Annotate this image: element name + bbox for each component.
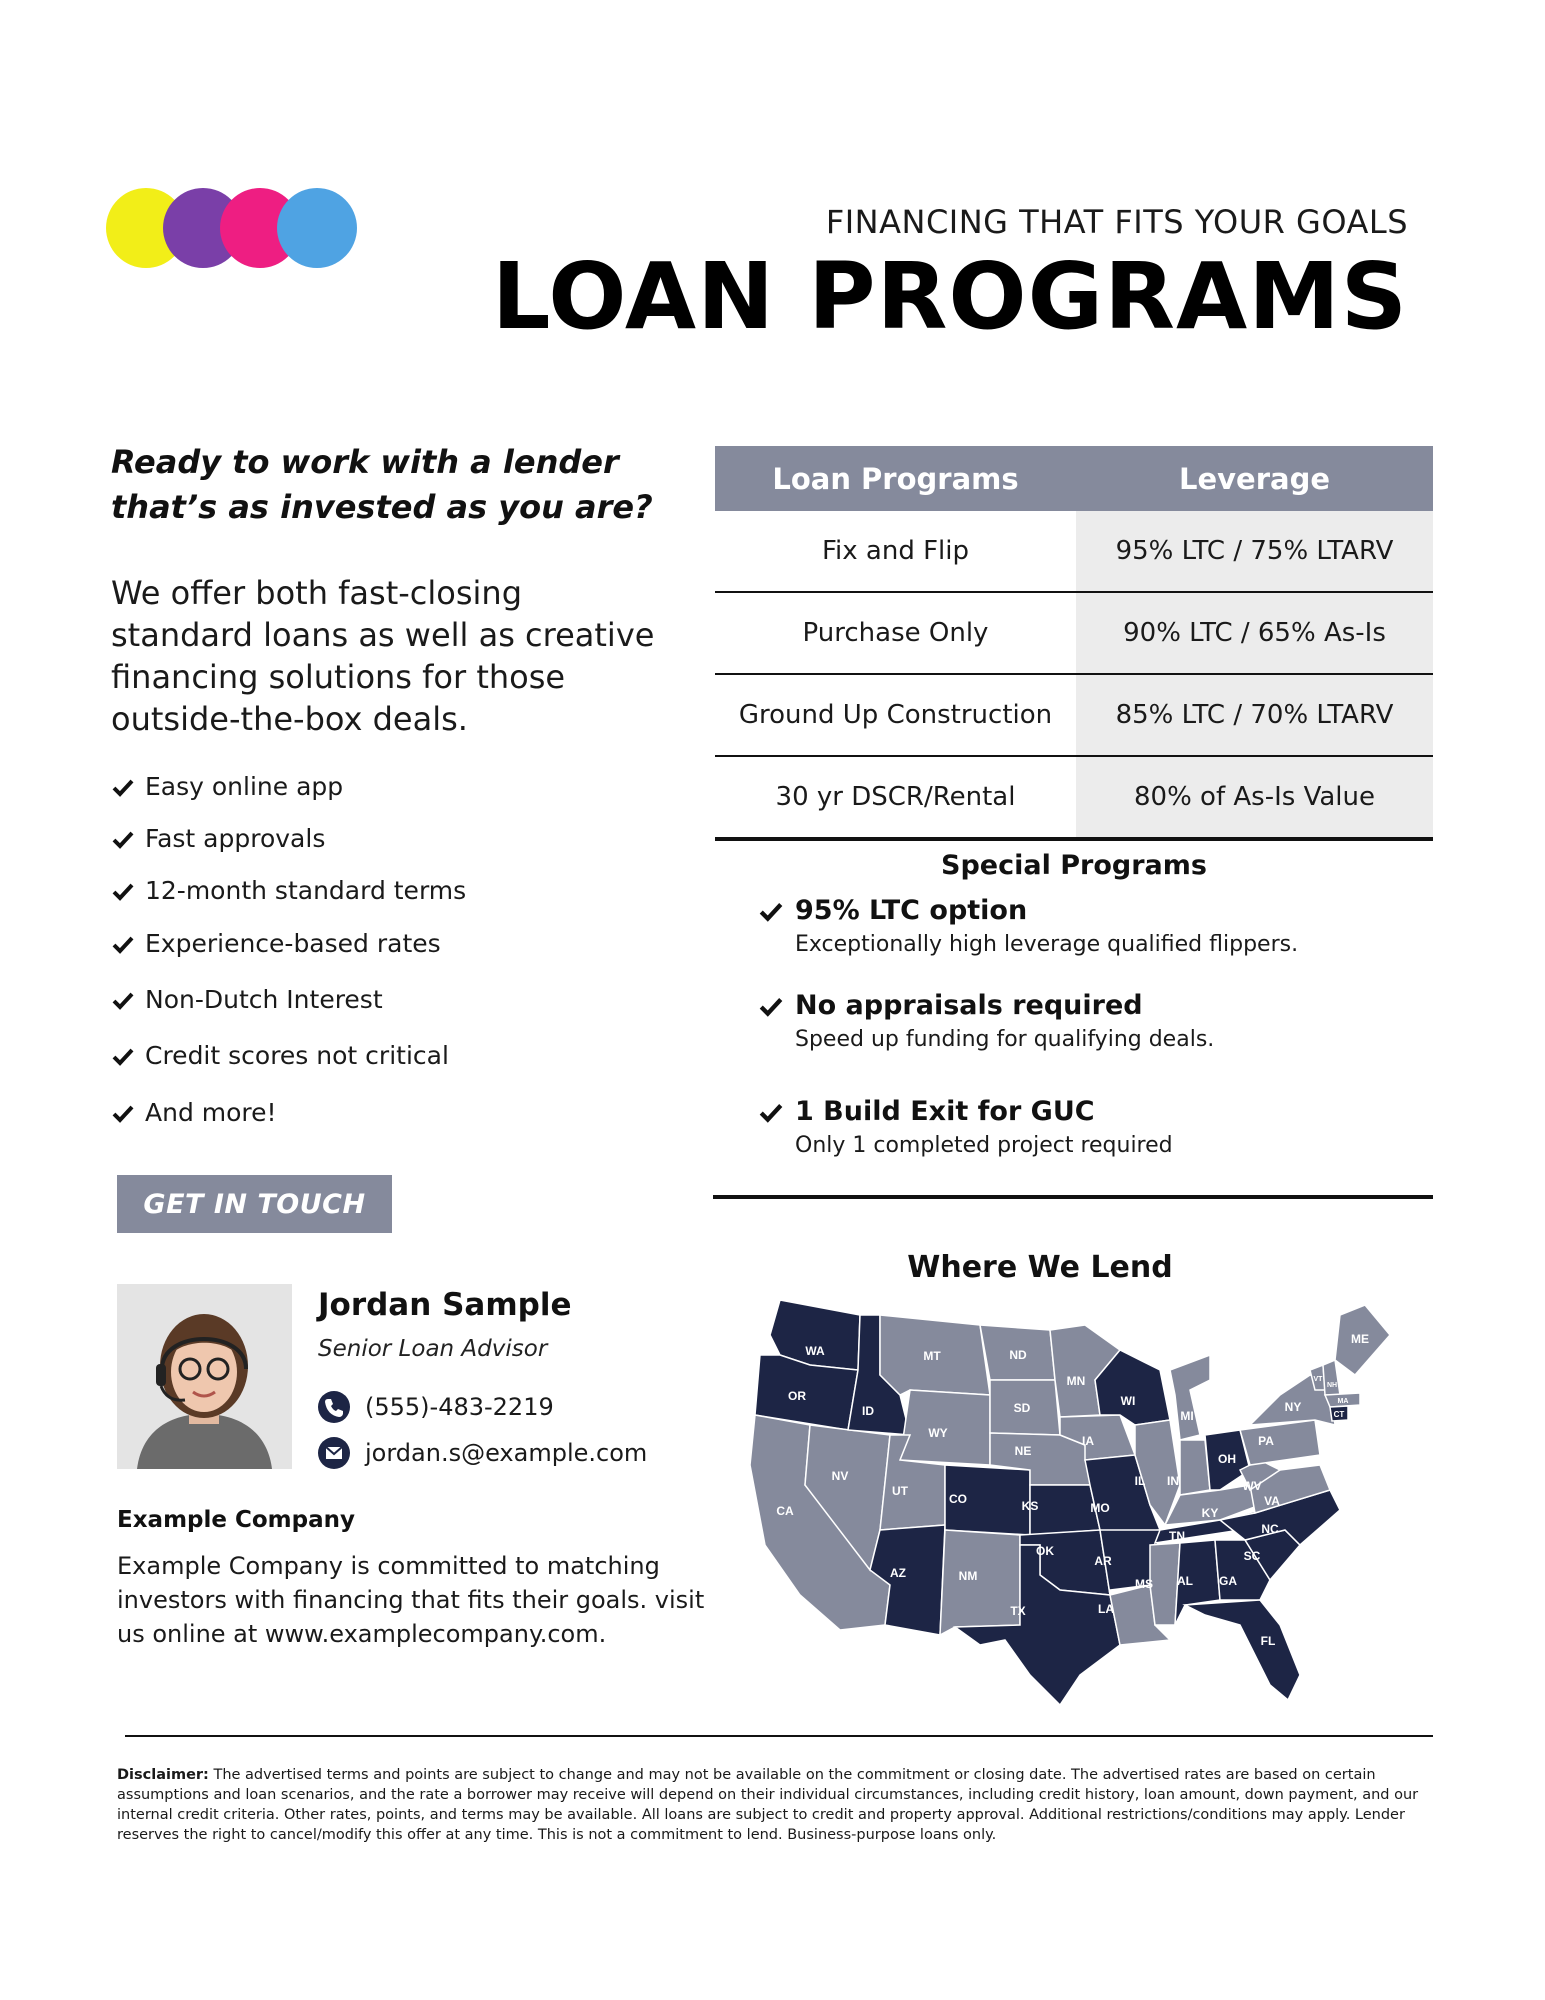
label-VA: VA xyxy=(1264,1494,1280,1508)
label-WI: WI xyxy=(1120,1394,1136,1408)
leverage-cell: 95% LTC / 75% LTARV xyxy=(1076,511,1433,592)
header-tagline: FINANCING THAT FITS YOUR GOALS xyxy=(825,203,1408,241)
program-cell: Purchase Only xyxy=(715,592,1076,674)
feature-item: Credit scores not critical xyxy=(111,1041,631,1070)
page-title: LOAN PROGRAMS xyxy=(491,243,1408,350)
label-OH: OH xyxy=(1218,1452,1236,1466)
map-title: Where We Lend xyxy=(907,1250,1173,1285)
footer-divider xyxy=(125,1735,1433,1737)
label-MT: MT xyxy=(923,1349,941,1363)
label-ND: ND xyxy=(1009,1348,1027,1362)
program-cell: Fix and Flip xyxy=(715,511,1076,592)
label-IN: IN xyxy=(1167,1474,1179,1488)
table-row xyxy=(715,511,1433,592)
check-icon xyxy=(111,1101,135,1125)
intro-paragraph: We offer both fast-closing standard loans as well as creative financing solutions for those outside-the-box deals. xyxy=(111,574,655,738)
label-AR: AR xyxy=(1094,1554,1112,1568)
column-header-programs: Loan Programs xyxy=(715,446,1076,511)
label-OK: OK xyxy=(1036,1544,1054,1558)
leverage-cell: 85% LTC / 70% LTARV xyxy=(1076,674,1433,756)
email-icon xyxy=(318,1437,350,1469)
label-NE: NE xyxy=(1014,1444,1032,1458)
check-icon xyxy=(111,932,135,956)
label-TN: TN xyxy=(1169,1529,1185,1543)
feature-item: Fast approvals xyxy=(111,824,631,853)
label-IL: IL xyxy=(1134,1474,1146,1488)
check-icon xyxy=(111,775,135,799)
check-icon xyxy=(111,988,135,1012)
label-MO: MO xyxy=(1090,1501,1110,1515)
label-VT: VT xyxy=(1313,1376,1323,1383)
label-NH: NH xyxy=(1326,1382,1338,1389)
leverage-cell: 80% of As-Is Value xyxy=(1076,756,1433,839)
check-icon xyxy=(758,898,784,924)
label-FL: FL xyxy=(1260,1634,1276,1648)
label-WV: WV xyxy=(1242,1479,1262,1493)
section-divider xyxy=(713,1195,1433,1199)
disclaimer xyxy=(117,1765,1435,1845)
label-SD: SD xyxy=(1013,1401,1031,1415)
label-IA: IA xyxy=(1082,1434,1094,1448)
company-name: Example Company xyxy=(117,1507,355,1533)
company-description: Example Company is committed to matching investors with financing that fits their goals. visit us online at www.examplecompany.com. xyxy=(117,1552,705,1648)
label-NM: NM xyxy=(958,1569,978,1583)
check-icon xyxy=(111,827,135,851)
state-NH xyxy=(1323,1360,1340,1395)
table-row xyxy=(715,674,1433,756)
state-FL xyxy=(1185,1600,1300,1700)
label-AL: AL xyxy=(1177,1574,1193,1588)
label-MS: MS xyxy=(1135,1577,1153,1591)
feature-item: Easy online app xyxy=(111,772,631,801)
label-CO: CO xyxy=(949,1492,967,1506)
agent-photo xyxy=(117,1284,292,1469)
label-LA: LA xyxy=(1098,1602,1114,1616)
agent-name: Jordan Sample xyxy=(318,1287,572,1323)
us-lending-map xyxy=(740,1295,1400,1705)
check-icon xyxy=(111,879,135,903)
label-ME: ME xyxy=(1351,1332,1369,1346)
feature-item: Experience-based rates xyxy=(111,929,631,958)
special-programs-title: Special Programs xyxy=(941,850,1207,881)
program-cell: Ground Up Construction xyxy=(715,674,1076,756)
agent-role: Senior Loan Advisor xyxy=(318,1336,548,1362)
agent-phone[interactable]: (555)-483-2219 xyxy=(318,1391,554,1423)
label-NY: NY xyxy=(1284,1400,1302,1414)
column-header-leverage: Leverage xyxy=(1076,446,1433,511)
phone-icon xyxy=(318,1391,350,1423)
logo-dot-blue xyxy=(277,188,357,268)
label-MN: MN xyxy=(1066,1374,1086,1388)
label-NV: NV xyxy=(831,1469,849,1483)
check-icon xyxy=(758,1099,784,1125)
label-GA: GA xyxy=(1219,1574,1237,1588)
state-NM xyxy=(940,1530,1020,1635)
table-row xyxy=(715,756,1433,839)
loan-programs-table xyxy=(715,446,1433,841)
disclaimer-label: Disclaimer: xyxy=(117,1767,209,1783)
state-PA xyxy=(1240,1420,1320,1465)
special-program-item: No appraisals required Speed up funding for qualifying deals. xyxy=(795,990,1415,1052)
program-cell: 30 yr DSCR/Rental xyxy=(715,756,1076,839)
feature-item: And more! xyxy=(111,1098,631,1127)
state-MI xyxy=(1170,1355,1210,1440)
label-KS: KS xyxy=(1021,1499,1039,1513)
agent-email[interactable]: jordan.s@example.com xyxy=(318,1437,647,1469)
special-program-item: 1 Build Exit for GUC Only 1 completed project required xyxy=(795,1096,1415,1158)
get-in-touch-button[interactable]: GET IN TOUCH xyxy=(117,1175,392,1233)
table-header-row xyxy=(715,446,1433,511)
disclaimer-text: The advertised terms and points are subject to change and may not be available on the commitment or closing date. The advertised rates are based on certain assumptions and loan scenarios, and the rate a borrower may receive will depend on their individual circumstances, including credit history, loan amount, down payment, and our internal credit criteria. Other rates, points, and terms may be available. All loans are subject to credit and property approval. Additional restrictions/conditions may apply. Lender reserves the right to cancel/modify this offer at any time. This is not a commitment to lend. Business-purpose loans only. xyxy=(117,1767,1419,1843)
label-UT: UT xyxy=(892,1484,908,1498)
label-MI: MI xyxy=(1180,1409,1194,1423)
label-CT: CT xyxy=(1333,1410,1345,1419)
label-SC: SC xyxy=(1243,1549,1261,1563)
label-KY: KY xyxy=(1201,1506,1219,1520)
check-icon xyxy=(111,1044,135,1068)
label-OR: OR xyxy=(788,1389,806,1403)
label-WY: WY xyxy=(928,1426,948,1440)
label-ID: ID xyxy=(862,1404,874,1418)
table-row xyxy=(715,592,1433,674)
label-CA: CA xyxy=(776,1504,794,1518)
check-icon xyxy=(758,993,784,1019)
intro-question: Ready to work with a lender that’s as invested as you are? xyxy=(111,443,653,526)
label-PA: PA xyxy=(1258,1434,1274,1448)
special-program-item: 95% LTC option Exceptionally high leverage qualified flippers. xyxy=(795,895,1415,957)
label-MA: MA xyxy=(1337,1398,1349,1405)
label-NC: NC xyxy=(1261,1522,1279,1536)
leverage-cell: 90% LTC / 65% As-Is xyxy=(1076,592,1433,674)
label-AZ: AZ xyxy=(890,1566,906,1580)
feature-item: Non-Dutch Interest xyxy=(111,985,631,1014)
feature-item: 12-month standard terms xyxy=(111,876,631,905)
label-WA: WA xyxy=(805,1344,825,1358)
label-TX: TX xyxy=(1010,1604,1026,1618)
